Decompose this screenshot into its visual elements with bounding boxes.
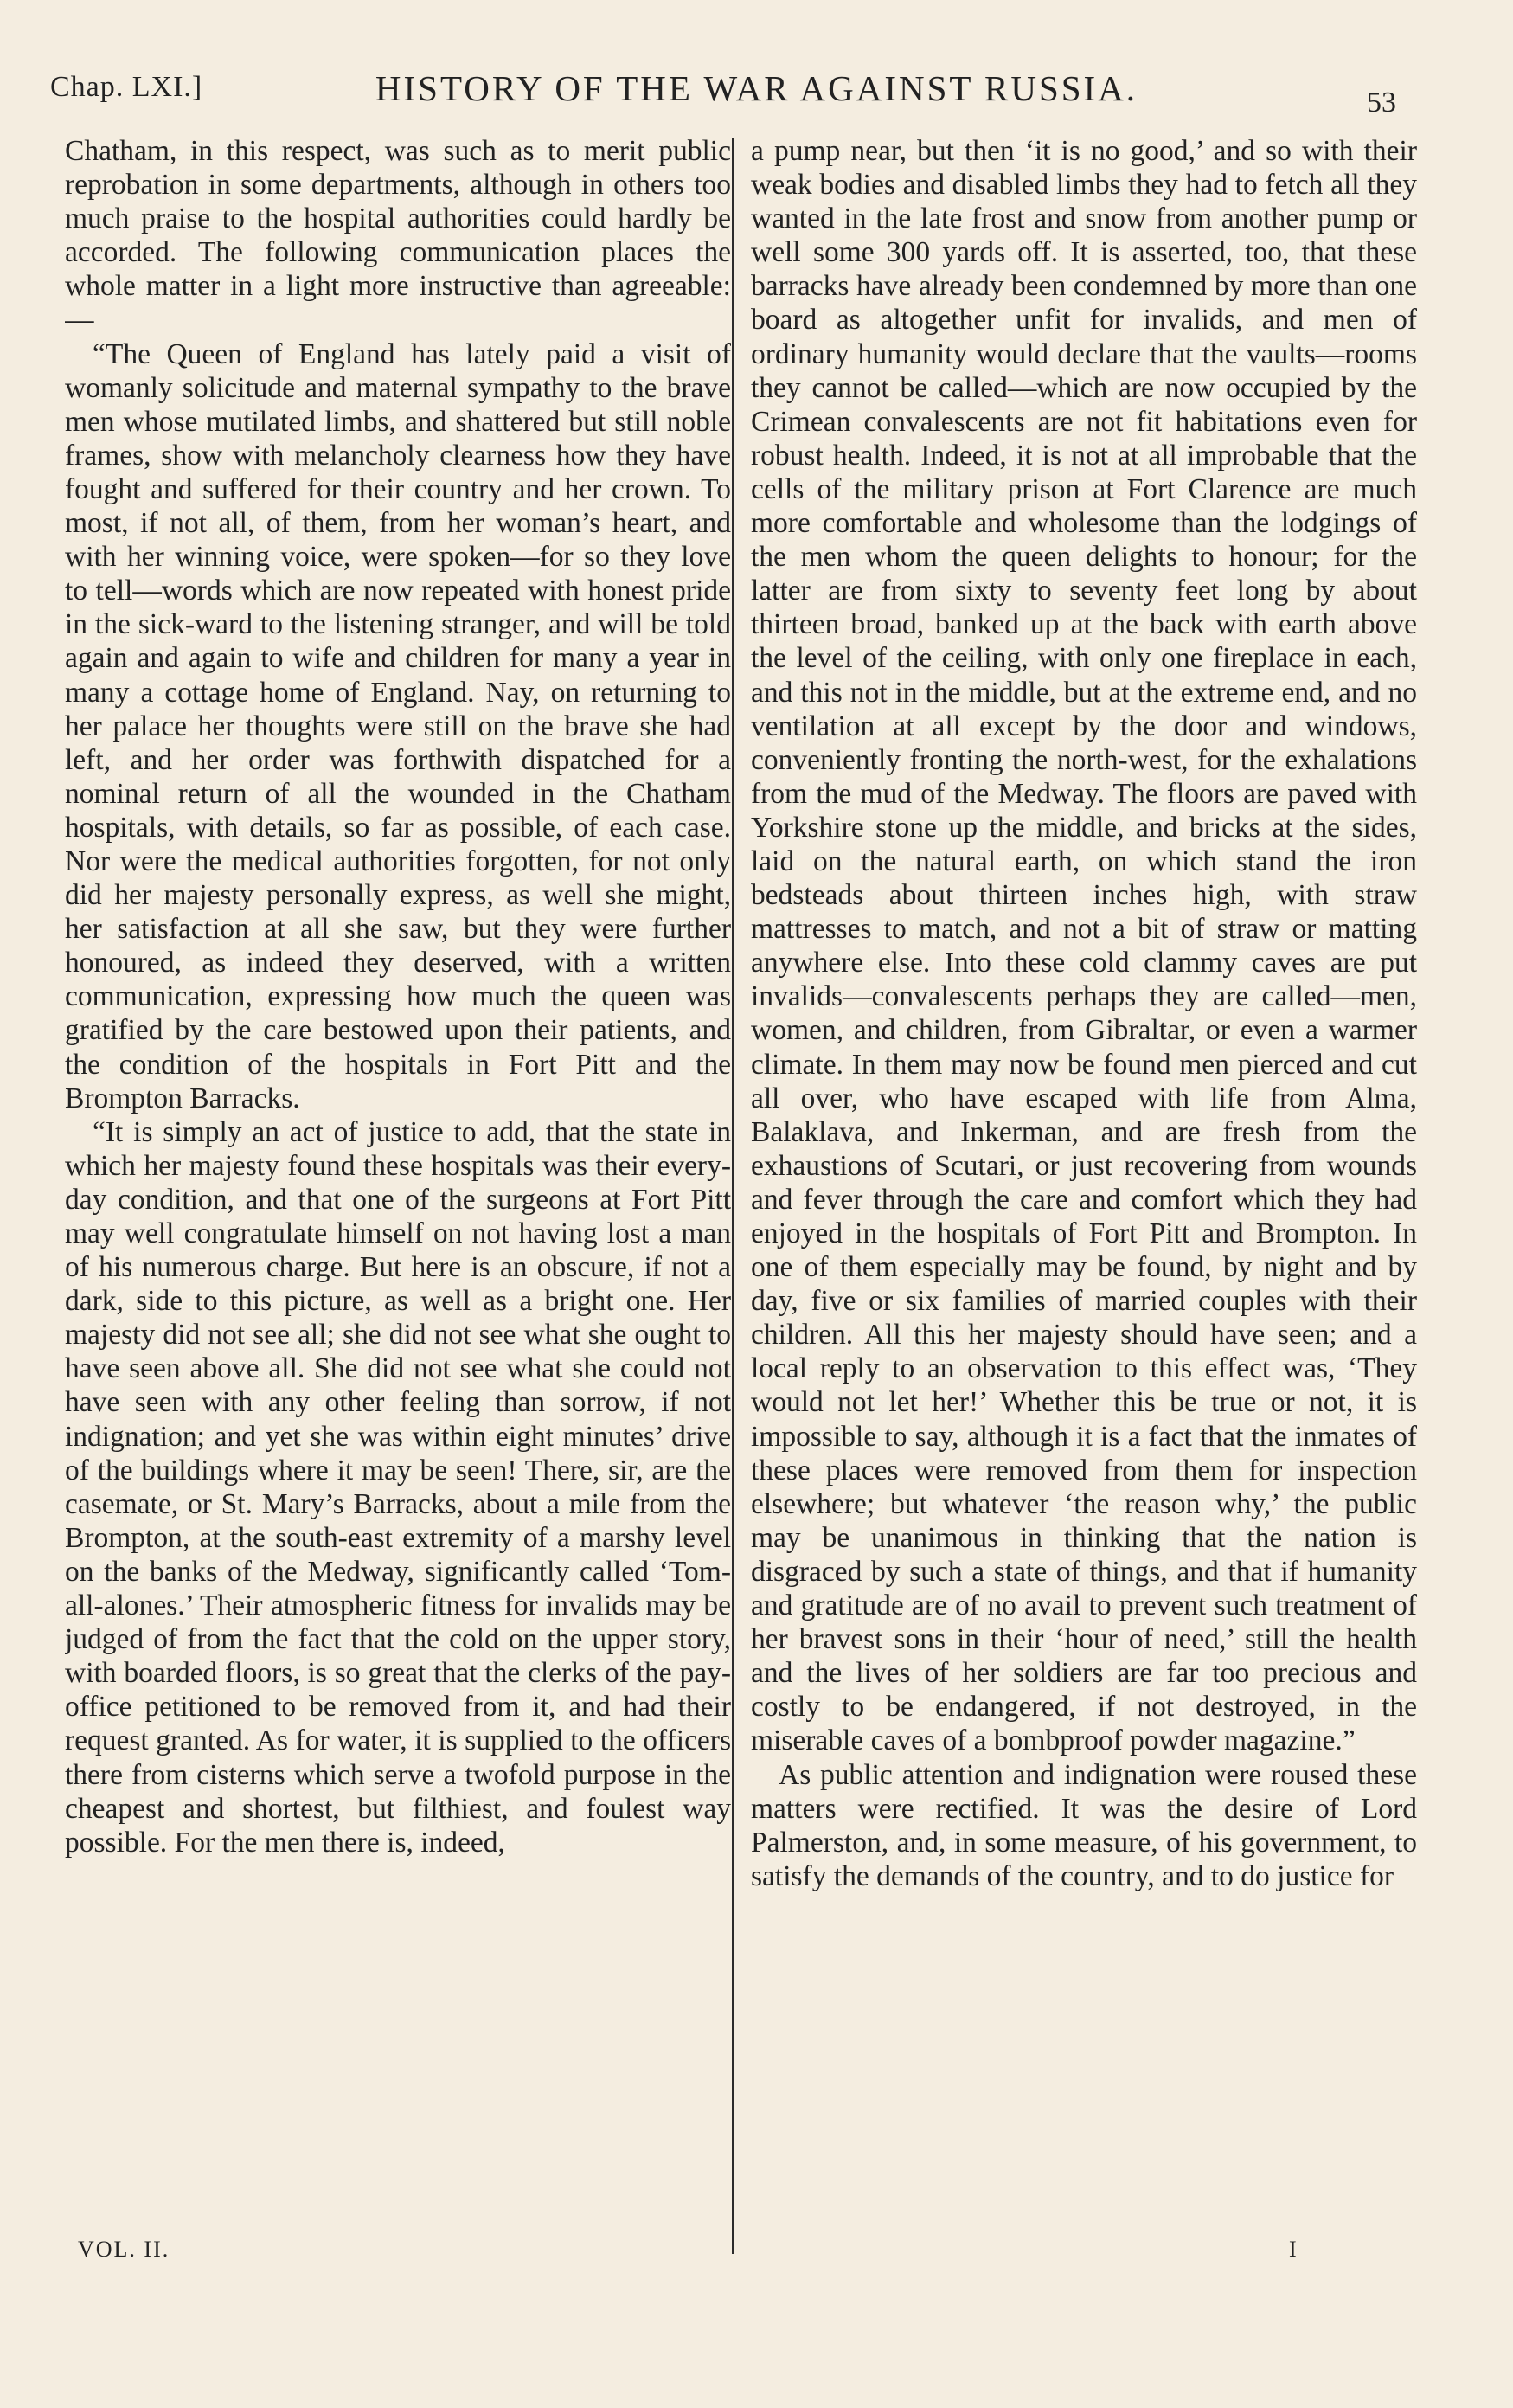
column-divider	[732, 138, 734, 2254]
running-title: HISTORY OF THE WAR AGAINST RUSSIA.	[375, 68, 1138, 108]
paragraph: “It is simply an act of justice to add, that the state in which her majesty found these hospitals was their every-day condition, and that one of the surgeons at Fort Pitt may well congratulate himself on not having lost a man of his numerous charge. But here is an obscure, if not a dark, side to this picture, as well as a bright one. Her majesty did not see all; she did not see what she ought to have seen above all. She did not see what she could not have seen with any other feeling than sorrow, if not indignation; and yet she was within eight minutes’ drive of the buildings where it may be seen! There, sir, are the casemate, or St. Mary’s Barracks, about a mile from the Brompton, at the south-east extremity of a marshy level on the banks of the Medway, significantly called ‘Tom-all-alones.’ Their atmospheric fitness for invalids may be judged of from the fact that the cold on the upper story, with boarded floors, is so great that the clerks of the pay-office petitioned to be removed from it, and had their request granted. As for water, it is supplied to the officers there from cisterns which serve a twofold purpose in the cheapest and shortest, but filthiest, and foulest way possible. For the men there is, indeed,	[65, 1115, 731, 1859]
paragraph: “The Queen of England has lately paid a visit of womanly solicitude and maternal sympathy to the brave men whose mutilated limbs, and shattered but still noble frames, show with melancholy clearness how they have fought and suffered for their country and her crown. To most, if not all, of them, from her woman’s heart, and with her winning voice, were spoken—for so they love to tell—words which are now repeated with honest pride in the sick-ward to the listening stranger, and will be told again and again to wife and children for many a year in many a cottage home of England. Nay, on returning to her palace her thoughts were still on the brave she had left, and her order was forthwith dispatched for a nominal return of all the wounded in the Chatham hospitals, with details, so far as possible, of each case. Nor were the medical authorities forgotten, for not only did her majesty personally express, as well she might, her satisfaction at all she saw, but they were further honoured, as indeed they deserved, with a written communication, expressing how much the queen was gratified by the care bestowed upon their patients, and the condition of the hospitals in Fort Pitt and the Brompton Barracks.	[65, 337, 731, 1114]
running-header	[0, 0, 1513, 121]
paragraph: As public attention and indignation were roused these matters were rectified. It was the desire of Lord Palmerston, and, in some measure, of his government, to satisfy the demands of the country, and to do justice for	[751, 1758, 1417, 1892]
left-column	[65, 134, 731, 2254]
paragraph: a pump near, but then ‘it is no good,’ and so with their weak bodies and disabled limbs they had to fetch all they wanted in the late frost and snow from another pump or well some 300 yards off. It is asserted, too, that these barracks have already been condemned by more than one board as altogether unfit for invalids, and men of ordinary humanity would declare that the vaults—rooms they cannot be called—which are now occupied by the Crimean convalescents are not fit habitations even for robust health. Indeed, it is not at all improbable that the cells of the military prison at Fort Clarence are much more comfortable and wholesome than the lodgings of the men whom the queen delights to honour; for the latter are from sixty to seventy feet long by about thirteen broad, banked up at the back with earth above the level of the ceiling, with only one fireplace in each, and this not in the middle, but at the extreme end, and no ventilation at all except by the door and windows, conveniently fronting the north-west, for the exhalations from the mud of the Medway. The floors are paved with Yorkshire stone up the middle, and bricks at the sides, laid on the natural earth, on which stand the iron bedsteads about thirteen inches high, with straw mattresses to match, and not a bit of straw or matting anywhere else. Into these cold clammy caves are put invalids—convalescents perhaps they are called—men, women, and children, from Gibraltar, or even a warmer climate. In them may now be found men pierced and cut all over, who have escaped with life from Alma, Balaklava, and Inkerman, and are fresh from the exhaustions of Scutari, or just recovering from wounds and fever through the care and comfort which they had enjoyed in the hospitals of Fort Pitt and Brompton. In one of them especially may be found, by night and by day, five or six families of married couples with their children. All this her majesty should have seen; and a local reply to an observation to this effect was, ‘They would not let her!’ Whether this be true or not, it is impossible to say, although it is a fact that the inmates of these places were removed from them for inspection elsewhere; but whatever ‘the reason why,’ the public may be unanimous in thinking that the nation is disgraced by such a state of things, and that if humanity and gratitude are of no avail to prevent such treatment of her bravest sons in their ‘hour of need,’ still the health and the lives of her soldiers are far too precious and costly to be endangered, if not destroyed, in the miserable caves of a bombproof powder magazine.”	[751, 135, 1417, 1757]
signature-mark: I	[1289, 2237, 1297, 2262]
chapter-label: Chap. LXI.]	[50, 71, 203, 103]
paragraph: Chatham, in this respect, was such as to merit public reprobation in some departments, although in others too much praise to the hospital authorities could hardly be accorded. The following communication places the whole matter in a light more instructive than agreeable:—	[65, 135, 731, 337]
page-number: 53	[1367, 87, 1396, 119]
right-column	[751, 134, 1417, 2254]
volume-label: VOL. II.	[78, 2237, 170, 2262]
